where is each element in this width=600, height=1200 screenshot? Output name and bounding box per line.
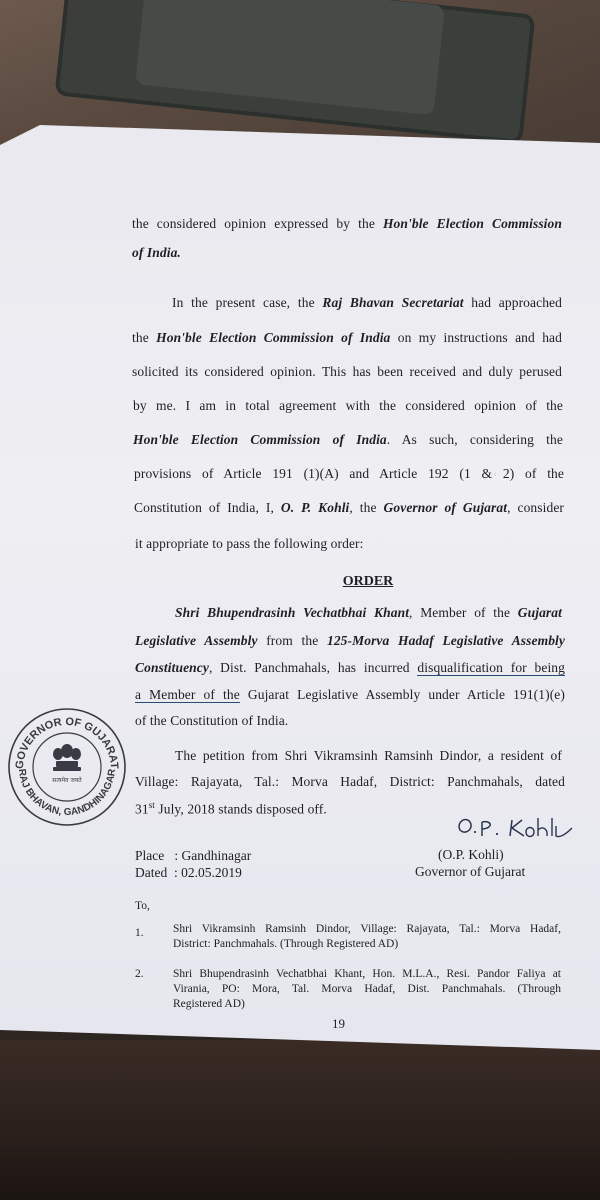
para1-line-1: In the present case, the Raj Bhavan Secretariat had approached [172,295,562,310]
para1-line-5: Hon'ble Election Commission of India. As such, considering the [133,432,563,447]
place-line: Place : Gandhinagar [135,848,252,863]
intro-line-2: of India. [132,245,181,260]
svg-text:RAJ BHAVAN, GANDHINAGAR: RAJ BHAVAN, GANDHINAGAR [15,768,119,819]
recipient-2-line-1: Shri Bhupendrasinh Vechatbhai Khant, Hon. M.L.A., Resi. Pandor Faliya at [173,968,561,980]
petition-line-2: Village: Rajayata, Tal.: Morva Hadaf, District: Panchmahals, dated [135,774,565,789]
order-line-1: Shri Bhupendrasinh Vechatbhai Khant, Member of the Gujarat [175,605,562,620]
order-line-4: a Member of the Gujarat Legislative Assembly under Article 191(1)(e) [135,687,565,702]
recipient-1-line-1: Shri Vikramsinh Ramsinh Dindor, Village: Rajayata, Tal.: Morva Hadaf, [173,923,561,935]
order-line-5: of the Constitution of India. [135,713,289,728]
to-label: To, [135,900,150,912]
recipient-1-line-2: District: Panchmahals. (Through Registered AD) [173,938,399,950]
para1-line-8: it appropriate to pass the following order: [135,536,364,551]
intro-line-1: the considered opinion expressed by the Hon'ble Election Commission [132,216,562,231]
para1-line-3: solicited its considered opinion. This has been received and duly perused [132,364,562,379]
page-number: 19 [332,1016,345,1031]
petition-line-3: 31st July, 2018 stands disposed off. [135,800,327,817]
handwritten-underline: disqualification for being [417,660,565,675]
governor-seal-stamp [5,705,130,830]
recipient-2-line-2: Virania, PO: Mora, Tal. Morva Hadaf, Dist. Panchmahals. (Through [173,983,561,995]
para1-line-2: the Hon'ble Election Commission of India on my instructions and had [132,330,562,345]
recipient-2-line-3: Registered AD) [173,998,245,1010]
dated-line: Dated : 02.05.2019 [135,865,242,880]
signatory-title: Governor of Gujarat [415,864,526,879]
handwritten-signature [452,812,582,842]
para1-line-4: by me. I am in total agreement with the considered opinion of the [133,398,563,413]
signatory-name: (O.P. Kohli) [438,847,504,862]
order-line-2: Legislative Assembly from the 125-Morva Hadaf Legislative Assembly [135,633,565,648]
para1-line-6: provisions of Article 191 (1)(A) and Article 192 (1 & 2) of the [134,466,564,481]
petition-line-1: The petition from Shri Vikramsinh Ramsinh Dindor, a resident of [175,748,562,763]
order-line-3: Constituency, Dist. Panchmahals, has incurred disqualification for being [135,660,565,675]
recipient-1-number: 1. [135,927,144,939]
recipient-2-number: 2. [135,968,144,980]
svg-text:सत्यमेव जयते: सत्यमेव जयते [52,777,82,784]
svg-text:GOVERNOR OF GUJARAT: GOVERNOR OF GUJARAT [13,715,121,770]
order-heading: ORDER [342,574,394,589]
para1-line-7: Constitution of India, I, O. P. Kohli, the Governor of Gujarat, consider [134,500,565,515]
